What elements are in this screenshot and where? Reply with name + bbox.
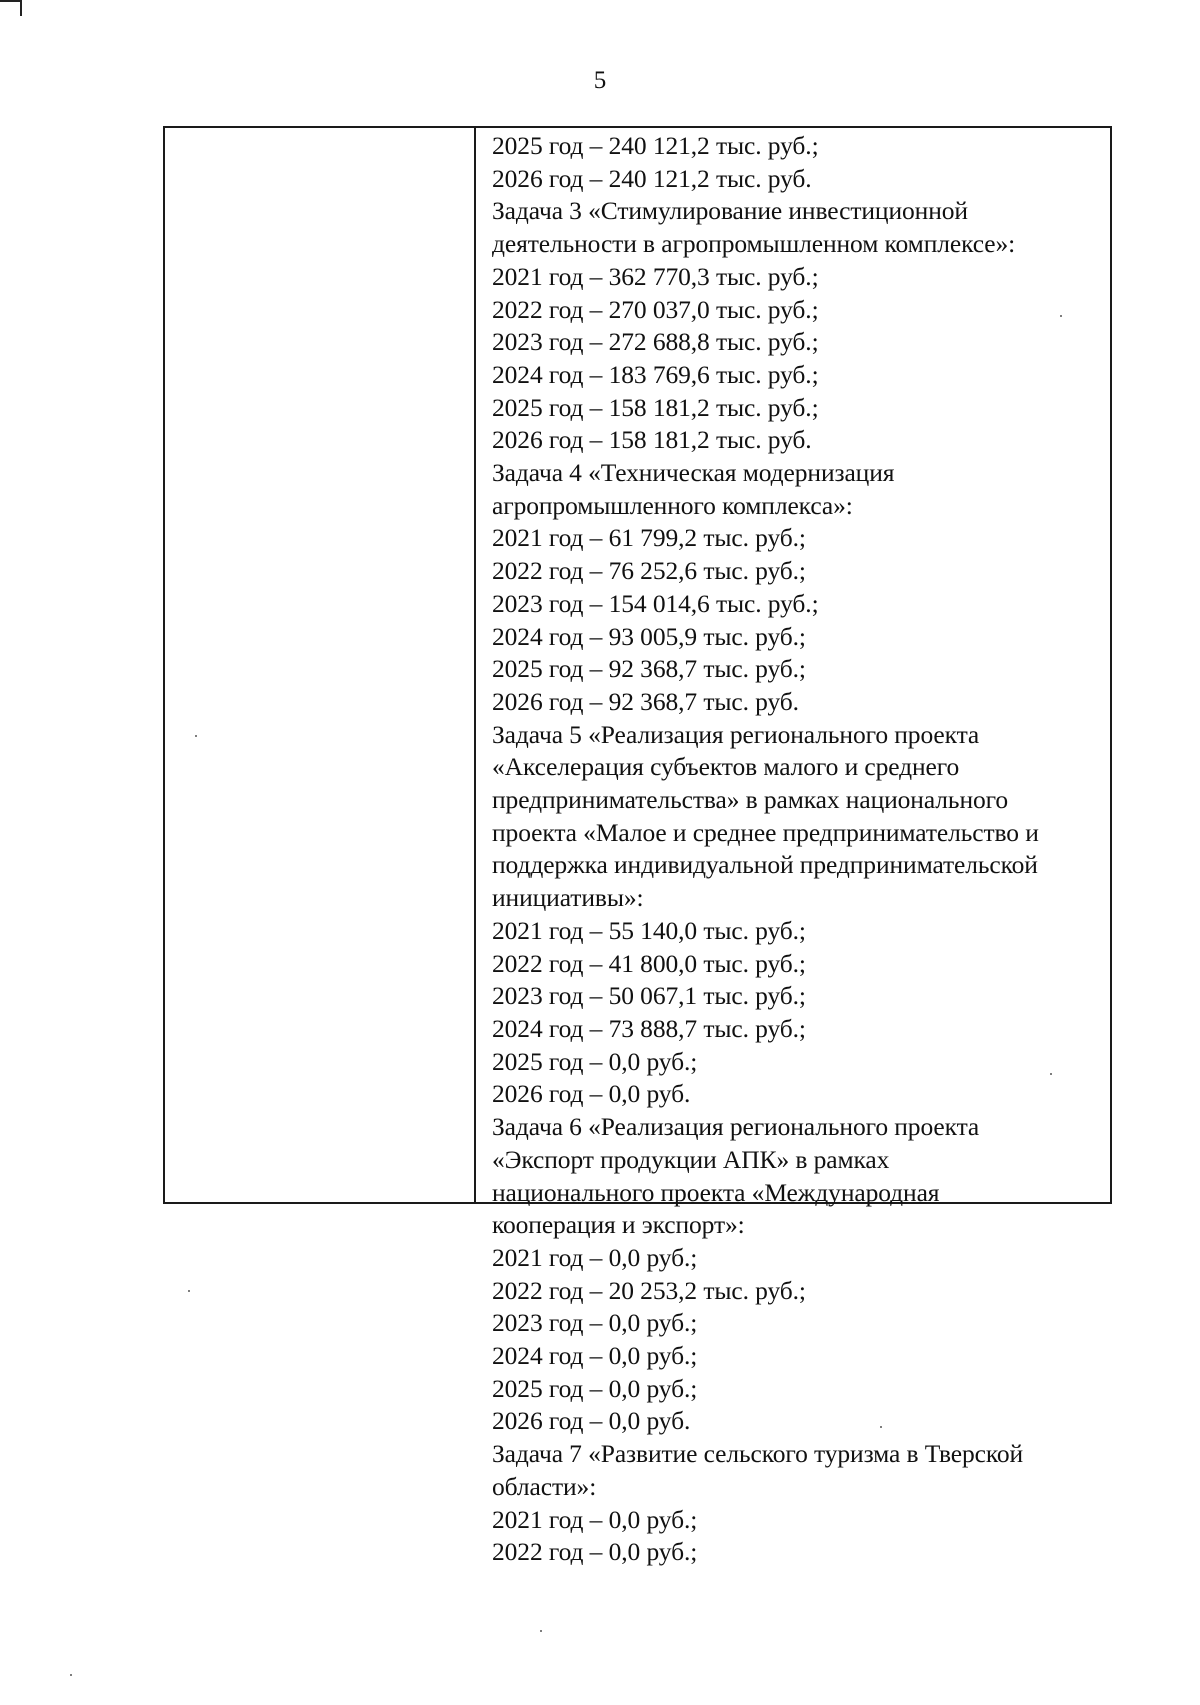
table-text-line: 2025 год – 0,0 руб.; [492, 1046, 698, 1076]
table-text-line: 2026 год – 92 368,7 тыс. руб. [492, 686, 799, 716]
table-text-line: 2023 год – 272 688,8 тыс. руб.; [492, 327, 819, 357]
table-text-line: предпринимательства» в рамках национального [492, 785, 1009, 815]
table-text-line: 2022 год – 270 037,0 тыс. руб.; [492, 294, 819, 324]
table-left-column [165, 128, 476, 1202]
table-text-line: 2022 год – 20 253,2 тыс. руб.; [492, 1275, 806, 1305]
scan-speck [880, 1426, 882, 1428]
table-text-line: области»: [492, 1471, 597, 1501]
scan-speck [195, 735, 197, 737]
table-text-line: 2026 год – 240 121,2 тыс. руб. [492, 163, 812, 193]
financing-table [163, 126, 1112, 1567]
table-text-line: 2021 год – 61 799,2 тыс. руб.; [492, 523, 806, 553]
table-text-line: деятельности в агропромышленном комплексе»: [492, 229, 1016, 259]
table-text-line: поддержка индивидуальной предпринимательской [492, 850, 1038, 880]
scan-speck [70, 1674, 72, 1676]
table-text-line: 2021 год – 0,0 руб.; [492, 1242, 698, 1272]
table-text-line: 2024 год – 73 888,7 тыс. руб.; [492, 1013, 806, 1043]
scan-speck [1050, 1073, 1052, 1075]
table-text-line: 2021 год – 55 140,0 тыс. руб.; [492, 915, 806, 945]
table-text-line: 2025 год – 0,0 руб.; [492, 1373, 698, 1403]
table-text-line: «Экспорт продукции АПК» в рамках [492, 1144, 890, 1174]
table-text-line: 2026 год – 158 181,2 тыс. руб. [492, 425, 812, 455]
table-text-line: 2026 год – 0,0 руб. [492, 1079, 691, 1109]
table-text-line: агропромышленного комплекса»: [492, 490, 853, 520]
table-text-line: 2026 год – 0,0 руб. [492, 1406, 691, 1436]
table-text-line: 2025 год – 158 181,2 тыс. руб.; [492, 392, 819, 422]
scan-speck [540, 1630, 542, 1632]
table-text-line: 2023 год – 50 067,1 тыс. руб.; [492, 981, 806, 1011]
page-number: 5 [593, 67, 607, 94]
table-text-line: Задача 5 «Реализация регионального проекта [492, 719, 980, 749]
table-right-column [476, 128, 1110, 1567]
table-text-line: Задача 3 «Стимулирование инвестиционной [492, 196, 968, 226]
table-text-line: национального проекта «Международная [492, 1177, 940, 1207]
table-text-line: 2021 год – 362 770,3 тыс. руб.; [492, 261, 819, 291]
table-text-line: «Акселерация субъектов малого и среднего [492, 752, 960, 782]
scan-corner-mark [0, 0, 22, 16]
table-text-line: 2025 год – 240 121,2 тыс. руб.; [492, 131, 819, 160]
table-text-line: 2023 год – 0,0 руб.; [492, 1308, 698, 1338]
scan-speck [188, 1290, 190, 1292]
table-text-line: Задача 4 «Техническая модернизация [492, 458, 895, 488]
table-text-line: 2021 год – 0,0 руб.; [492, 1504, 698, 1534]
table-text-line: Задача 6 «Реализация регионального проекта [492, 1112, 980, 1142]
table-text-line: 2023 год – 154 014,6 тыс. руб.; [492, 588, 819, 618]
scan-speck [1060, 315, 1062, 317]
table-text-line: 2022 год – 0,0 руб.; [492, 1537, 698, 1567]
table-text-line: Задача 7 «Развитие сельского туризма в Тверской [492, 1439, 1024, 1469]
table-text-line: инициативы»: [492, 883, 644, 913]
table-text-line: 2024 год – 183 769,6 тыс. руб.; [492, 359, 819, 389]
table-text-line: 2024 год – 93 005,9 тыс. руб.; [492, 621, 806, 651]
table-text-line: 2025 год – 92 368,7 тыс. руб.; [492, 654, 806, 684]
table-text-line: 2024 год – 0,0 руб.; [492, 1341, 698, 1371]
table-text-line: 2022 год – 76 252,6 тыс. руб.; [492, 556, 806, 586]
table-text-line: 2022 год – 41 800,0 тыс. руб.; [492, 948, 806, 978]
table-text-line: кооперация и экспорт»: [492, 1210, 745, 1240]
table-text-line: проекта «Малое и среднее предпринимательство и [492, 817, 1039, 847]
